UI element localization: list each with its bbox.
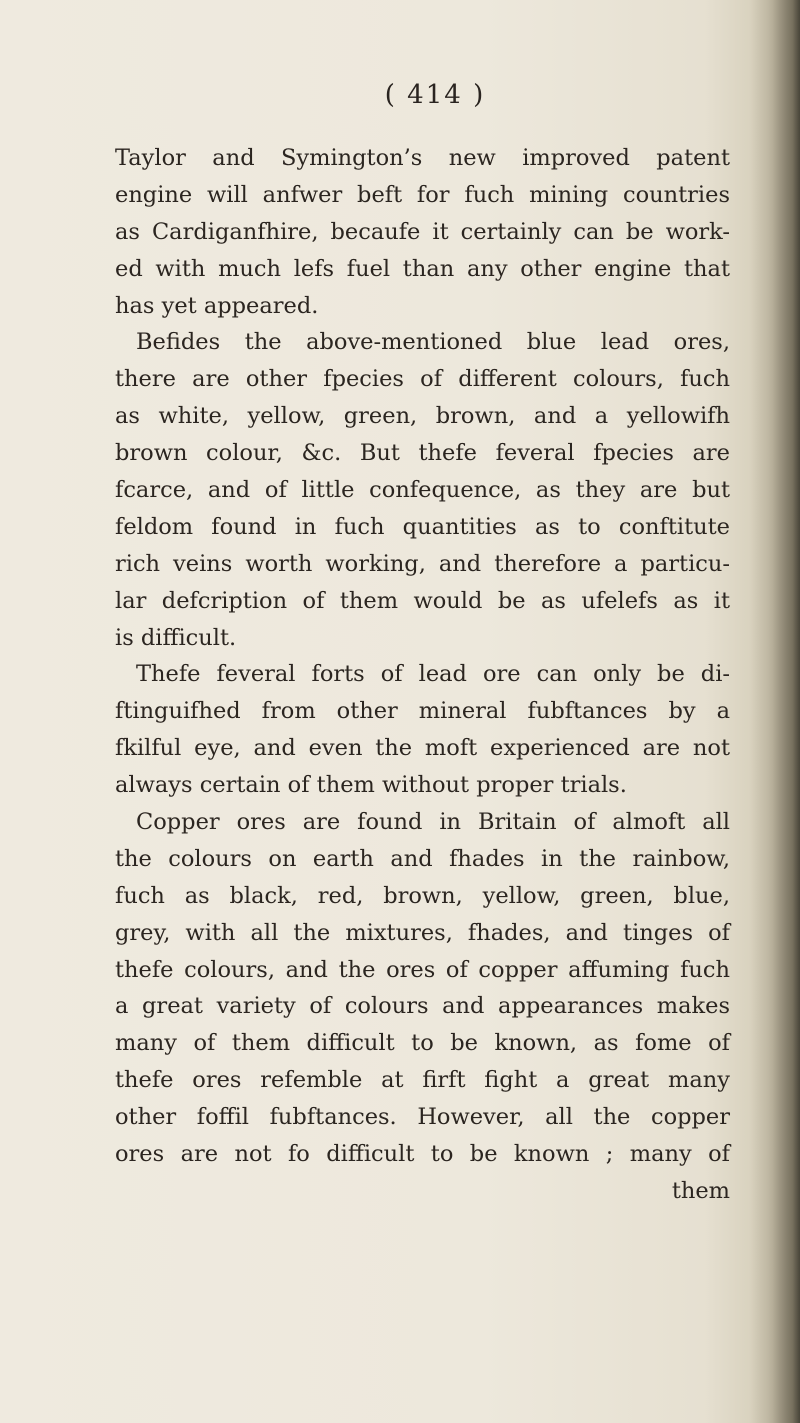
text-line: brown colour, &c. But thefe feveral fpecies are	[115, 440, 730, 467]
text-line: fuch as black, red, brown, yellow, green, blue,	[115, 882, 730, 909]
catchword: them	[671, 1177, 730, 1204]
text-line: always certain of them without proper trials.	[115, 772, 627, 799]
text-line: ftinguifhed from other mineral fubftances by a	[115, 698, 730, 725]
text-line: many of them difficult to be known, as fome of	[115, 1030, 730, 1057]
text-line: there are other fpecies of different colours, fuch	[115, 366, 730, 393]
text-line: is difficult.	[115, 624, 237, 651]
text-line: Copper ores are found in Britain of almoft all	[136, 809, 730, 836]
page-number: ( 414 )	[384, 80, 486, 110]
text-line: a great variety of colours and appearances makes	[115, 993, 730, 1020]
text-line: Befides the above-mentioned blue lead ores,	[136, 329, 730, 356]
text-line: thefe ores refemble at firft fight a great many	[115, 1067, 730, 1094]
text-line: has yet appeared.	[115, 292, 319, 319]
text-line: ed with much lefs fuel than any other engine that	[115, 255, 730, 282]
text-line: fcarce, and of little confequence, as they are but	[115, 477, 730, 504]
text-line: engine will anfwer beft for fuch mining countries	[115, 181, 730, 208]
text-line: as white, yellow, green, brown, and a yellowifh	[115, 403, 730, 430]
text-line: feldom found in fuch quantities as to conftitute	[115, 513, 730, 540]
text-line: the colours on earth and fhades in the rainbow,	[115, 845, 730, 872]
text-line: Taylor and Symington’s new improved patent	[115, 145, 730, 171]
text-line: grey, with all the mixtures, fhades, and tinges of	[115, 919, 730, 946]
text-line: lar defcription of them would be as ufelefs as it	[115, 587, 730, 614]
text-line: fkilful eye, and even the moft experienced are not	[115, 735, 730, 762]
text-line: rich veins worth working, and therefore a particu-	[115, 550, 730, 577]
text-line: Thefe feveral forts of lead ore can only be di-	[136, 661, 730, 688]
text-line: thefe colours, and the ores of copper affuming fuch	[115, 956, 730, 983]
text-line: ores are not fo difficult to be known ; many of	[115, 1141, 730, 1168]
body-text	[115, 140, 730, 1210]
page-edge-shadow	[750, 0, 800, 1423]
text-line: as Cardiganfhire, becaufe it certainly can be work-	[115, 218, 730, 245]
text-line: other foffil fubftances. However, all the copper	[115, 1104, 730, 1131]
